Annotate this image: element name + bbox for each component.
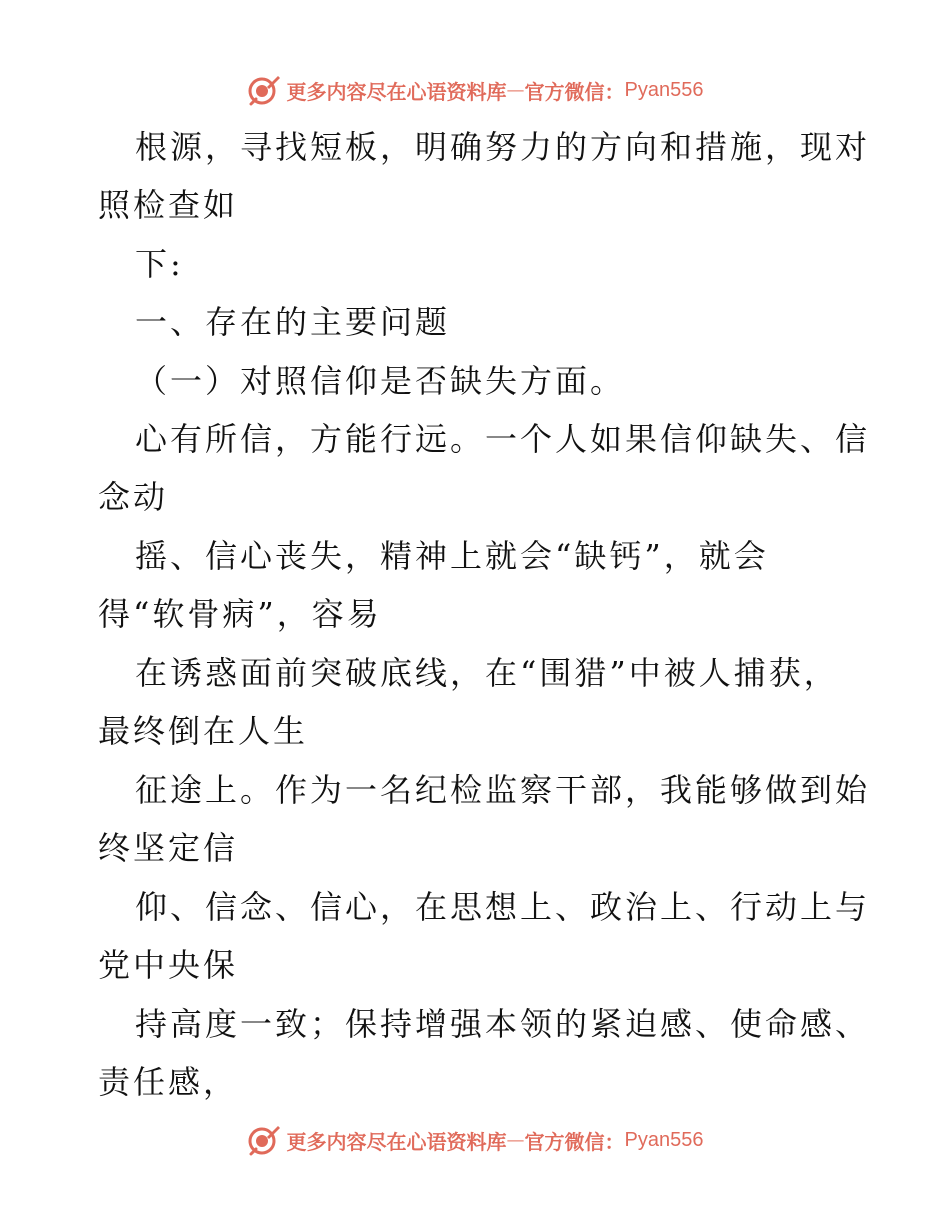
header-watermark [0,70,950,110]
paragraph-line: 在诱惑面前突破底线，在“围猎”中被人捕获， [135,654,839,692]
watermark-main-text: 更多内容尽在心语资料库 [286,79,507,104]
paragraph-line: 心有所信，方能行远。一个人如果信仰缺失、信 [135,420,871,458]
watermark-separator: — [506,1129,525,1151]
paragraph-line: 责任感， [98,1063,239,1101]
pen-nib-logo-icon [247,1123,281,1157]
pen-nib-logo-icon [247,73,281,107]
paragraph-line: 照检查如 [98,186,239,224]
watermark-wechat-label: 官方微信： [524,1129,625,1154]
watermark-wechat-id: Pyan556 [624,1128,704,1151]
paragraph-line: 摇、信心丧失，精神上就会“缺钙”，就会 [135,537,769,575]
subsection-heading: （一）对照信仰是否缺失方面。 [135,362,626,400]
paragraph-line: 最终倒在人生 [98,712,309,750]
watermark-wechat-id: Pyan556 [624,78,704,101]
footer-watermark [0,1120,950,1160]
paragraph-line: 征途上。作为一名纪检监察干部，我能够做到始 [135,771,871,809]
paragraph-line: 党中央保 [98,946,239,984]
paragraph-line: 根源，寻找短板，明确努力的方向和措施，现对 [135,128,871,166]
paragraph-line: 得“软骨病”，容易 [98,595,382,633]
paragraph-line: 下: [135,245,184,283]
paragraph-line: 念动 [98,478,169,516]
watermark-wechat-label: 官方微信： [524,79,625,104]
watermark-main-text: 更多内容尽在心语资料库 [286,1129,507,1154]
paragraph-line: 终坚定信 [98,829,239,867]
section-heading: 一、存在的主要问题 [135,303,451,341]
watermark-separator: — [506,79,525,101]
paragraph-line: 仰、信念、信心，在思想上、政治上、行动上与 [135,888,871,926]
paragraph-line: 持高度一致；保持增强本领的紧迫感、使命感、 [135,1005,871,1043]
